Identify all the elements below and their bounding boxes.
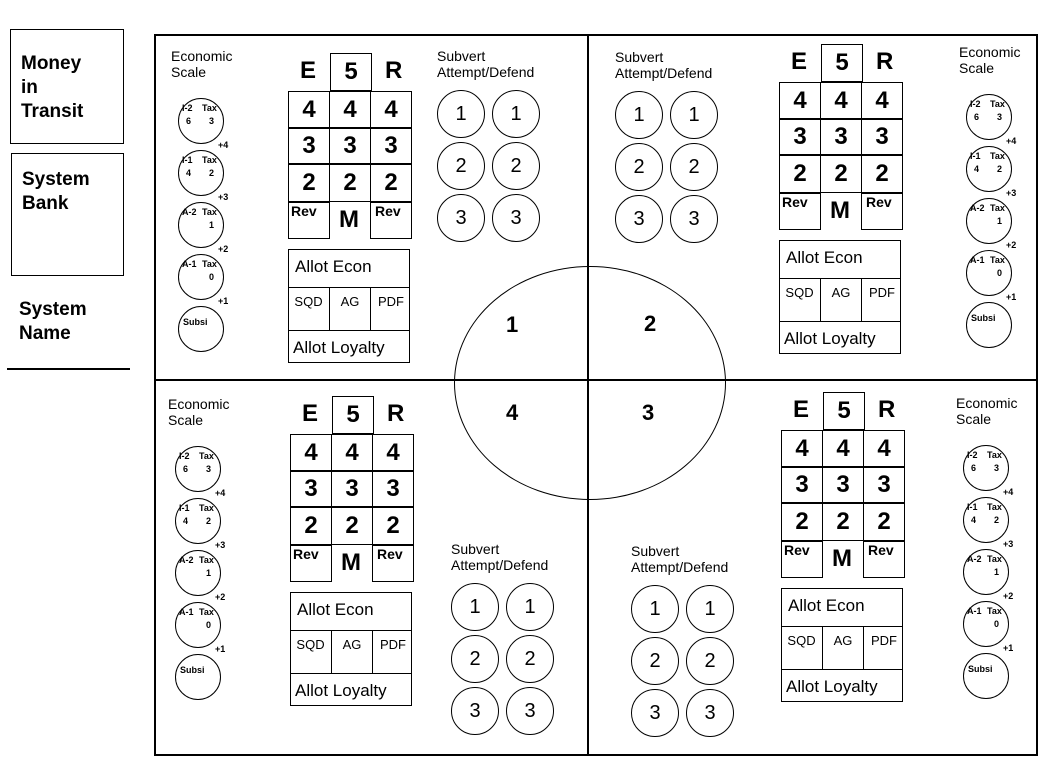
- econ-circle-tax: Tax: [990, 99, 1005, 109]
- subvert-circle[interactable]: 2: [686, 637, 734, 685]
- sqd-cell[interactable]: SQD: [787, 633, 816, 648]
- econ-circle-tax: Tax: [202, 259, 217, 269]
- ag-cell[interactable]: AG: [331, 631, 372, 673]
- econ-circle-value-b: 1: [209, 220, 215, 230]
- subvert-circle[interactable]: 2: [492, 142, 540, 190]
- economic-circle[interactable]: [178, 150, 224, 196]
- econ-circle-name: I-2: [967, 450, 978, 460]
- econ-circle-name: A-1: [967, 606, 982, 616]
- money-in-transit-box: [10, 29, 124, 144]
- center-number-3: 3: [642, 400, 655, 425]
- rev-right-cell[interactable]: Rev: [370, 202, 412, 239]
- subvert-circle[interactable]: 2: [631, 637, 679, 685]
- rev-left-cell[interactable]: Rev: [779, 193, 821, 230]
- subvert-circle[interactable]: 3: [670, 195, 718, 243]
- econ-circle-value-b: 2: [994, 515, 1000, 525]
- economic-circle[interactable]: [175, 446, 221, 492]
- subvert-circle[interactable]: 3: [437, 194, 485, 242]
- allot-subcells: [779, 278, 901, 322]
- econ-circle-tax: Tax: [199, 503, 214, 513]
- rev-left-cell[interactable]: Rev: [290, 545, 332, 582]
- econ-circle-value-a: 4: [971, 515, 977, 525]
- value-cell[interactable]: 3: [331, 471, 373, 507]
- allot-loyalty-label[interactable]: Allot Loyalty: [293, 338, 385, 357]
- sqd-cell[interactable]: SQD: [785, 285, 814, 300]
- ag-cell[interactable]: AG: [822, 627, 863, 669]
- econ-circle-value-a: 4: [974, 164, 980, 174]
- econ-circle-plus: +1: [1003, 643, 1014, 653]
- value-cell[interactable]: 3: [329, 128, 371, 164]
- allot-subcells: [290, 630, 412, 674]
- economic-circle[interactable]: [175, 550, 221, 596]
- econ-circle-plus: +4: [218, 140, 229, 150]
- economic-scale-title: Economic Scale: [171, 48, 233, 80]
- subvert-circle[interactable]: 1: [506, 583, 554, 631]
- econ-circle-value-a: 6: [974, 112, 980, 122]
- sqd-cell[interactable]: SQD: [296, 637, 325, 652]
- subvert-circle[interactable]: 3: [492, 194, 540, 242]
- subvert-title: Subvert Attempt/Defend: [615, 49, 713, 81]
- econ-circle-value-b: 3: [206, 464, 212, 474]
- rev-right-cell[interactable]: Rev: [863, 541, 905, 578]
- economic-circle[interactable]: [178, 306, 224, 352]
- value-cell[interactable]: 3: [863, 467, 905, 503]
- center-ellipse: [454, 266, 726, 500]
- value-cell[interactable]: 4: [331, 434, 373, 471]
- value-cell[interactable]: 3: [370, 128, 412, 164]
- value-cell[interactable]: 2: [820, 155, 862, 193]
- value-cell[interactable]: 3: [820, 119, 862, 155]
- econ-circle-name: A-1: [182, 259, 197, 269]
- econ-circle-name: I-1: [967, 502, 978, 512]
- economic-circle[interactable]: [963, 549, 1009, 595]
- allot-econ-label[interactable]: Allot Econ: [788, 596, 865, 615]
- value-cell[interactable]: 2: [372, 507, 414, 545]
- econ-circle-value-b: 1: [994, 567, 1000, 577]
- econ-circle-value-b: 3: [994, 463, 1000, 473]
- econ-circle-tax: Tax: [202, 207, 217, 217]
- e-label: E: [300, 57, 317, 84]
- economic-circle[interactable]: [175, 602, 221, 648]
- econ-circle-value-b: 2: [209, 168, 215, 178]
- economic-circle[interactable]: [175, 654, 221, 700]
- econ-circle-name: I-2: [179, 451, 190, 461]
- allot-econ-label[interactable]: Allot Econ: [297, 600, 374, 619]
- economic-circle[interactable]: [963, 601, 1009, 647]
- pdf-cell[interactable]: PDF: [861, 279, 902, 321]
- econ-circle-plus: +4: [1006, 136, 1017, 146]
- value-cell[interactable]: 4: [863, 430, 905, 467]
- econ-circle-plus: +1: [218, 296, 229, 306]
- r-label: R: [385, 57, 403, 84]
- econ-circle-name: Subsi: [968, 664, 993, 674]
- econ-circle-plus: +3: [215, 540, 226, 550]
- econ-circle-name: I-2: [182, 103, 193, 113]
- econ-circle-tax: Tax: [202, 103, 217, 113]
- allot-econ-label[interactable]: Allot Econ: [295, 257, 372, 276]
- econ-circle-value-a: 6: [183, 464, 189, 474]
- economic-circle[interactable]: [178, 98, 224, 144]
- e-label: E: [302, 400, 319, 427]
- econ-circle-name: A-2: [970, 203, 985, 213]
- value-cell[interactable]: 2: [863, 503, 905, 541]
- center-number-4: 4: [506, 400, 519, 425]
- center-number-1: 1: [506, 312, 519, 337]
- econ-circle-name: Subsi: [180, 665, 205, 675]
- subvert-circle[interactable]: 3: [615, 195, 663, 243]
- econ-circle-name: A-2: [182, 207, 197, 217]
- econ-circle-plus: +1: [1006, 292, 1017, 302]
- economic-circle[interactable]: [178, 202, 224, 248]
- allot-box: [781, 588, 903, 702]
- ag-cell[interactable]: AG: [329, 288, 370, 330]
- value-cell[interactable]: 2: [290, 507, 332, 545]
- economic-circle[interactable]: [966, 94, 1012, 140]
- econ-circle-plus: +3: [1003, 539, 1014, 549]
- econ-circle-plus: +3: [1006, 188, 1017, 198]
- econ-circle-value-b: 0: [206, 620, 212, 630]
- economic-circle[interactable]: [963, 653, 1009, 699]
- econ-circle-value-b: 2: [997, 164, 1003, 174]
- value-cell[interactable]: 4: [779, 82, 821, 119]
- subvert-circle[interactable]: 1: [670, 91, 718, 139]
- sqd-cell[interactable]: SQD: [294, 294, 323, 309]
- econ-circle-value-b: 2: [206, 516, 212, 526]
- five-box: 5: [821, 44, 863, 82]
- subvert-circle[interactable]: 1: [451, 583, 499, 631]
- econ-circle-value-b: 1: [997, 216, 1003, 226]
- value-cell[interactable]: 2: [331, 507, 373, 545]
- econ-circle-plus: +4: [1003, 487, 1014, 497]
- allot-loyalty-label[interactable]: Allot Loyalty: [784, 329, 876, 348]
- econ-circle-name: I-1: [970, 151, 981, 161]
- value-cell[interactable]: 4: [781, 430, 823, 467]
- subvert-title: Subvert Attempt/Defend: [451, 541, 549, 573]
- value-cell[interactable]: 3: [781, 467, 823, 503]
- econ-circle-name: A-1: [179, 607, 194, 617]
- subvert-circle[interactable]: 2: [670, 143, 718, 191]
- value-cell[interactable]: 4: [370, 91, 412, 128]
- value-cell[interactable]: 2: [288, 164, 330, 202]
- rev-right-cell[interactable]: Rev: [861, 193, 903, 230]
- value-cell[interactable]: 4: [372, 434, 414, 471]
- econ-circle-plus: +1: [215, 644, 226, 654]
- econ-circle-name: I-1: [182, 155, 193, 165]
- subvert-circle[interactable]: 1: [492, 90, 540, 138]
- econ-circle-value-a: 6: [186, 116, 192, 126]
- subvert-circle[interactable]: 2: [451, 635, 499, 683]
- econ-circle-name: Subsi: [971, 313, 996, 323]
- value-cell[interactable]: 4: [288, 91, 330, 128]
- econ-circle-value-a: 6: [971, 463, 977, 473]
- m-label: M: [832, 545, 852, 572]
- economic-circle[interactable]: [175, 498, 221, 544]
- econ-circle-value-b: 0: [209, 272, 215, 282]
- economic-circle[interactable]: [963, 497, 1009, 543]
- econ-circle-value-a: 4: [186, 168, 192, 178]
- allot-subcells: [781, 626, 903, 670]
- subvert-circle[interactable]: 2: [437, 142, 485, 190]
- allot-box: [288, 249, 410, 363]
- econ-circle-plus: +2: [218, 244, 229, 254]
- m-label: M: [341, 549, 361, 576]
- five-box: 5: [332, 396, 374, 434]
- econ-circle-tax: Tax: [199, 451, 214, 461]
- ag-cell[interactable]: AG: [820, 279, 861, 321]
- value-cell[interactable]: 3: [290, 471, 332, 507]
- subvert-title: Subvert Attempt/Defend: [631, 543, 729, 575]
- subvert-circle[interactable]: 3: [506, 687, 554, 735]
- econ-circle-tax: Tax: [199, 555, 214, 565]
- subvert-circle[interactable]: 3: [631, 689, 679, 737]
- econ-circle-value-b: 0: [994, 619, 1000, 629]
- value-cell[interactable]: 2: [370, 164, 412, 202]
- economic-circle[interactable]: [178, 254, 224, 300]
- pdf-cell[interactable]: PDF: [863, 627, 904, 669]
- pdf-cell[interactable]: PDF: [370, 288, 411, 330]
- econ-circle-name: A-2: [967, 554, 982, 564]
- r-label: R: [387, 400, 405, 427]
- value-cell[interactable]: 3: [861, 119, 903, 155]
- value-cell[interactable]: 3: [779, 119, 821, 155]
- allot-box: [290, 592, 412, 706]
- value-cell[interactable]: 4: [861, 82, 903, 119]
- allot-econ-label[interactable]: Allot Econ: [786, 248, 863, 267]
- econ-circle-value-a: 4: [183, 516, 189, 526]
- m-label: M: [830, 197, 850, 224]
- econ-circle-name: I-2: [970, 99, 981, 109]
- pdf-cell[interactable]: PDF: [372, 631, 413, 673]
- allot-subcells: [288, 287, 410, 331]
- allot-loyalty-label[interactable]: Allot Loyalty: [786, 677, 878, 696]
- five-box: 5: [823, 392, 865, 430]
- rev-right-cell[interactable]: Rev: [372, 545, 414, 582]
- e-label: E: [791, 48, 808, 75]
- value-cell[interactable]: 4: [822, 430, 864, 467]
- econ-circle-tax: Tax: [990, 151, 1005, 161]
- r-label: R: [876, 48, 894, 75]
- value-cell[interactable]: 2: [329, 164, 371, 202]
- econ-circle-plus: +2: [215, 592, 226, 602]
- system-bank-label: System Bank: [22, 169, 90, 214]
- economic-circle[interactable]: [966, 198, 1012, 244]
- value-cell[interactable]: 2: [861, 155, 903, 193]
- econ-circle-value-b: 3: [209, 116, 215, 126]
- econ-circle-tax: Tax: [987, 502, 1002, 512]
- subvert-circle[interactable]: 1: [437, 90, 485, 138]
- econ-circle-name: Subsi: [183, 317, 208, 327]
- econ-circle-name: A-1: [970, 255, 985, 265]
- econ-circle-tax: Tax: [199, 607, 214, 617]
- economic-circle[interactable]: [966, 302, 1012, 348]
- econ-circle-plus: +2: [1006, 240, 1017, 250]
- econ-circle-name: I-1: [179, 503, 190, 513]
- e-label: E: [793, 396, 810, 423]
- subvert-title: Subvert Attempt/Defend: [437, 48, 535, 80]
- system-name-label: System Name: [19, 299, 87, 344]
- econ-circle-tax: Tax: [987, 450, 1002, 460]
- five-box: 5: [330, 53, 372, 91]
- value-cell[interactable]: 4: [820, 82, 862, 119]
- econ-circle-plus: +2: [1003, 591, 1014, 601]
- center-number-2: 2: [644, 311, 657, 336]
- econ-circle-plus: +4: [215, 488, 226, 498]
- econ-circle-name: A-2: [179, 555, 194, 565]
- allot-box: [779, 240, 901, 354]
- value-cell[interactable]: 2: [779, 155, 821, 193]
- r-label: R: [878, 396, 896, 423]
- value-cell[interactable]: 2: [822, 503, 864, 541]
- econ-circle-value-b: 1: [206, 568, 212, 578]
- econ-circle-tax: Tax: [990, 203, 1005, 213]
- money-in-transit-label: Money in Transit: [21, 53, 84, 122]
- value-cell[interactable]: 3: [288, 128, 330, 164]
- system-bank-box: [11, 153, 124, 276]
- subvert-circle[interactable]: 3: [451, 687, 499, 735]
- economic-scale-title: Economic Scale: [956, 395, 1018, 427]
- econ-circle-tax: Tax: [987, 554, 1002, 564]
- economic-circle[interactable]: [966, 146, 1012, 192]
- econ-circle-plus: +3: [218, 192, 229, 202]
- value-cell[interactable]: 3: [822, 467, 864, 503]
- value-cell[interactable]: 4: [329, 91, 371, 128]
- econ-circle-value-b: 0: [997, 268, 1003, 278]
- m-label: M: [339, 206, 359, 233]
- subvert-circle[interactable]: 1: [615, 91, 663, 139]
- subvert-circle[interactable]: 2: [506, 635, 554, 683]
- system-name-underline: [7, 368, 130, 370]
- value-cell[interactable]: 2: [781, 503, 823, 541]
- value-cell[interactable]: 3: [372, 471, 414, 507]
- economic-circle[interactable]: [966, 250, 1012, 296]
- econ-circle-value-b: 3: [997, 112, 1003, 122]
- economic-scale-title: Economic Scale: [168, 396, 230, 428]
- econ-circle-tax: Tax: [202, 155, 217, 165]
- rev-left-cell[interactable]: Rev: [781, 541, 823, 578]
- subvert-circle[interactable]: 3: [686, 689, 734, 737]
- econ-circle-tax: Tax: [987, 606, 1002, 616]
- economic-scale-title: Economic Scale: [959, 44, 1021, 76]
- subvert-circle[interactable]: 2: [615, 143, 663, 191]
- subvert-circle[interactable]: 1: [631, 585, 679, 633]
- rev-left-cell[interactable]: Rev: [288, 202, 330, 239]
- econ-circle-tax: Tax: [990, 255, 1005, 265]
- allot-loyalty-label[interactable]: Allot Loyalty: [295, 681, 387, 700]
- economic-circle[interactable]: [963, 445, 1009, 491]
- value-cell[interactable]: 4: [290, 434, 332, 471]
- subvert-circle[interactable]: 1: [686, 585, 734, 633]
